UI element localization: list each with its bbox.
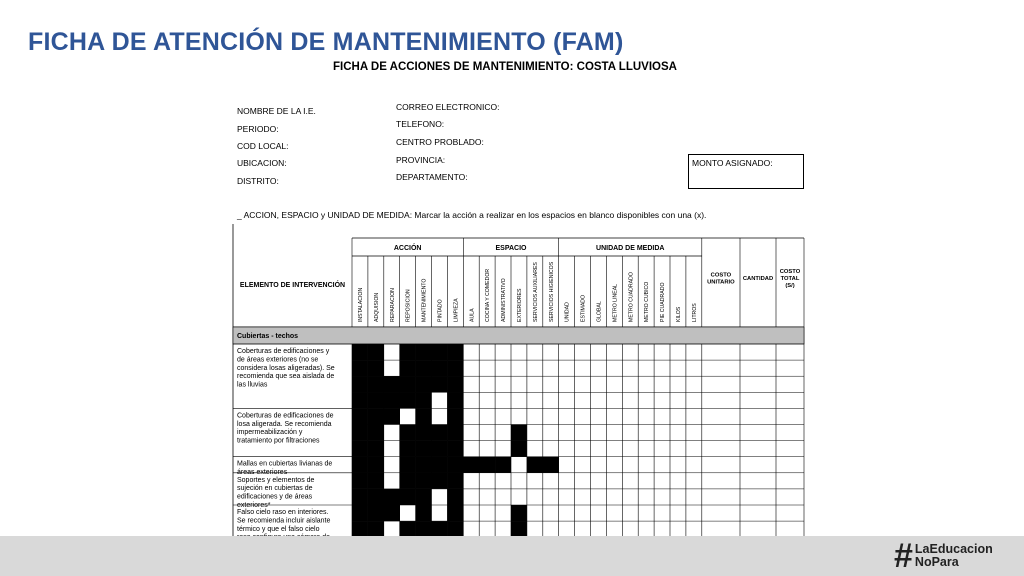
cost-header: COSTO UNITARIO	[707, 272, 735, 286]
filled-cell	[447, 344, 463, 360]
filled-cell	[447, 360, 463, 376]
filled-cell	[352, 360, 368, 376]
column-label: ADMINISTRATIVO	[501, 278, 508, 322]
column-label: KILOS	[675, 306, 682, 322]
filled-cell	[543, 457, 559, 473]
group-header-2: UNIDAD DE MEDIDA	[596, 245, 665, 252]
filled-cell	[368, 441, 384, 457]
filled-cell	[416, 425, 432, 441]
filled-cell	[447, 489, 463, 505]
filled-cell	[416, 408, 432, 424]
filled-cell	[384, 489, 400, 505]
filled-cell	[432, 425, 448, 441]
filled-cell	[400, 360, 416, 376]
column-label: PINTADO	[437, 299, 444, 322]
filled-cell	[416, 344, 432, 360]
field-nombre-ie: NOMBRE DE LA I.E.	[237, 106, 316, 116]
page-title: FICHA DE ATENCIÓN DE MANTENIMIENTO (FAM)	[28, 28, 624, 56]
filled-cell	[432, 360, 448, 376]
filled-cell	[352, 376, 368, 392]
logo-line2: NoPara	[914, 555, 959, 569]
field-telefono: TELEFONO:	[396, 119, 445, 129]
column-label: SERVICIOS HIGIENICOS	[548, 261, 555, 322]
filled-cell	[432, 344, 448, 360]
filled-cell	[479, 457, 495, 473]
filled-cell	[400, 457, 416, 473]
filled-cell	[400, 521, 416, 536]
filled-cell	[368, 473, 384, 489]
column-label: COCINA Y COMEDOR	[485, 268, 492, 322]
filled-cell	[400, 392, 416, 408]
column-label: AULA	[469, 308, 476, 322]
filled-cell	[352, 392, 368, 408]
column-label: METRO LINEAL	[612, 283, 619, 322]
column-label: LIMPIEZA	[453, 298, 460, 322]
column-label: ESTIMADO	[580, 294, 587, 322]
filled-cell	[368, 505, 384, 521]
filled-cell	[416, 441, 432, 457]
filled-cell	[463, 457, 479, 473]
filled-cell	[416, 376, 432, 392]
column-label: EXTERIORES	[516, 288, 523, 322]
filled-cell	[352, 489, 368, 505]
filled-cell	[368, 408, 384, 424]
item-text-2: Mallas en cubiertas livianas de áreas exteriores	[237, 460, 333, 477]
filled-cell	[416, 505, 432, 521]
filled-cell	[368, 521, 384, 536]
filled-cell	[400, 473, 416, 489]
column-label: REPARACION	[389, 288, 396, 322]
field-cod-local: COD LOCAL:	[237, 141, 289, 151]
column-label: PIE CUADRADO	[660, 282, 667, 322]
filled-cell	[416, 489, 432, 505]
column-label: METRO CUBICO	[644, 281, 651, 322]
filled-cell	[352, 344, 368, 360]
item-text-3: Soportes y elementos de sujeción en cubiertas de edificaciones y de áreas exteriores*	[237, 476, 315, 509]
column-label: UNIDAD	[564, 302, 571, 322]
filled-cell	[447, 505, 463, 521]
filled-cell	[527, 457, 543, 473]
filled-cell	[447, 521, 463, 536]
filled-cell	[495, 457, 511, 473]
group-header-0: ACCIÓN	[393, 245, 422, 252]
field-ubicacion: UBICACION:	[237, 158, 287, 168]
filled-cell	[400, 425, 416, 441]
filled-cell	[447, 425, 463, 441]
filled-cell	[384, 505, 400, 521]
filled-cell	[447, 392, 463, 408]
filled-cell	[352, 457, 368, 473]
la-educacion-no-para-logo	[894, 539, 993, 573]
column-label: METRO CUADRADO	[628, 272, 635, 322]
filled-cell	[368, 457, 384, 473]
filled-cell	[416, 521, 432, 536]
field-periodo: PERIODO:	[237, 124, 279, 134]
section-row-bg	[233, 327, 804, 344]
filled-cell	[447, 473, 463, 489]
filled-cell	[400, 489, 416, 505]
logo-text	[915, 543, 993, 569]
filled-cell	[511, 505, 527, 521]
filled-cell	[384, 376, 400, 392]
filled-cell	[511, 425, 527, 441]
filled-cell	[368, 425, 384, 441]
filled-cell	[384, 392, 400, 408]
monto-asignado-label: MONTO ASIGNADO:	[692, 158, 773, 168]
field-centro-poblado: CENTRO PROBLADO:	[396, 137, 484, 147]
filled-cell	[352, 505, 368, 521]
column-label: SERVICIOS AUXILIARES	[532, 262, 539, 322]
column-label: MANTENIMIENTO	[421, 278, 428, 322]
filled-cell	[432, 457, 448, 473]
filled-cell	[352, 521, 368, 536]
column-label: INSTALACION	[357, 287, 364, 322]
filled-cell	[368, 392, 384, 408]
filled-cell	[432, 441, 448, 457]
filled-cell	[416, 392, 432, 408]
form-subtitle: FICHA DE ACCIONES DE MANTENIMIENTO: COSTA LLUVIOSA	[333, 61, 677, 73]
cost-header: CANTIDAD	[742, 276, 774, 282]
filled-cell	[400, 441, 416, 457]
footer-band	[0, 536, 1024, 576]
filled-cell	[416, 473, 432, 489]
filled-cell	[416, 360, 432, 376]
column-label: GLOBAL	[596, 301, 603, 322]
filled-cell	[352, 473, 368, 489]
field-correo: CORREO ELECTRONICO:	[396, 102, 500, 112]
filled-cell	[368, 489, 384, 505]
filled-cell	[384, 408, 400, 424]
filled-cell	[447, 408, 463, 424]
item-text-0: Coberturas de edificaciones y de áreas exteriores (no se considera losas aligeradas). Se recomienda que sea aislada de las lluvias	[237, 348, 335, 389]
filled-cell	[511, 521, 527, 536]
group-header-1: ESPACIO	[495, 245, 527, 252]
filled-cell	[400, 344, 416, 360]
column-label: LITROS	[691, 303, 698, 322]
filled-cell	[511, 441, 527, 457]
cost-header: COSTO TOTAL (S/)	[779, 269, 801, 289]
field-departamento: DEPARTAMENTO:	[396, 172, 468, 182]
filled-cell	[400, 376, 416, 392]
section-label: Cubiertas - techos	[237, 333, 299, 340]
filled-cell	[432, 521, 448, 536]
item-text-4: Falso cielo raso en interiores. Se recomienda incluir aislante térmico y que el falso cielo	[237, 509, 331, 533]
column-label: ADQUISION	[373, 292, 380, 322]
instruction-text: _ ACCION, ESPACIO y UNIDAD DE MEDIDA: Marcar la acción a realizar en los espacios en blanco disponibles con una (x).	[237, 210, 707, 220]
filled-cell	[432, 376, 448, 392]
filled-cell	[368, 360, 384, 376]
filled-cell	[352, 408, 368, 424]
item-text-1: Coberturas de edificaciones de losa aligerada. Se recomienda impermeabilización y tratamiento por filtraciones	[237, 412, 334, 445]
filled-cell	[352, 425, 368, 441]
filled-cell	[447, 441, 463, 457]
filled-cell	[368, 344, 384, 360]
field-provincia: PROVINCIA:	[396, 155, 446, 165]
filled-cell	[368, 376, 384, 392]
filled-cell	[432, 473, 448, 489]
hashtag-icon: #	[894, 537, 913, 575]
field-distrito: DISTRITO:	[237, 176, 279, 186]
filled-cell	[352, 441, 368, 457]
element-header: ELEMENTO DE INTERVENCIÓN	[239, 282, 346, 289]
logo-line1: LaEducacion	[914, 542, 993, 556]
filled-cell	[416, 457, 432, 473]
filled-cell	[447, 457, 463, 473]
column-label: REPOSICION	[405, 289, 412, 322]
filled-cell	[447, 376, 463, 392]
